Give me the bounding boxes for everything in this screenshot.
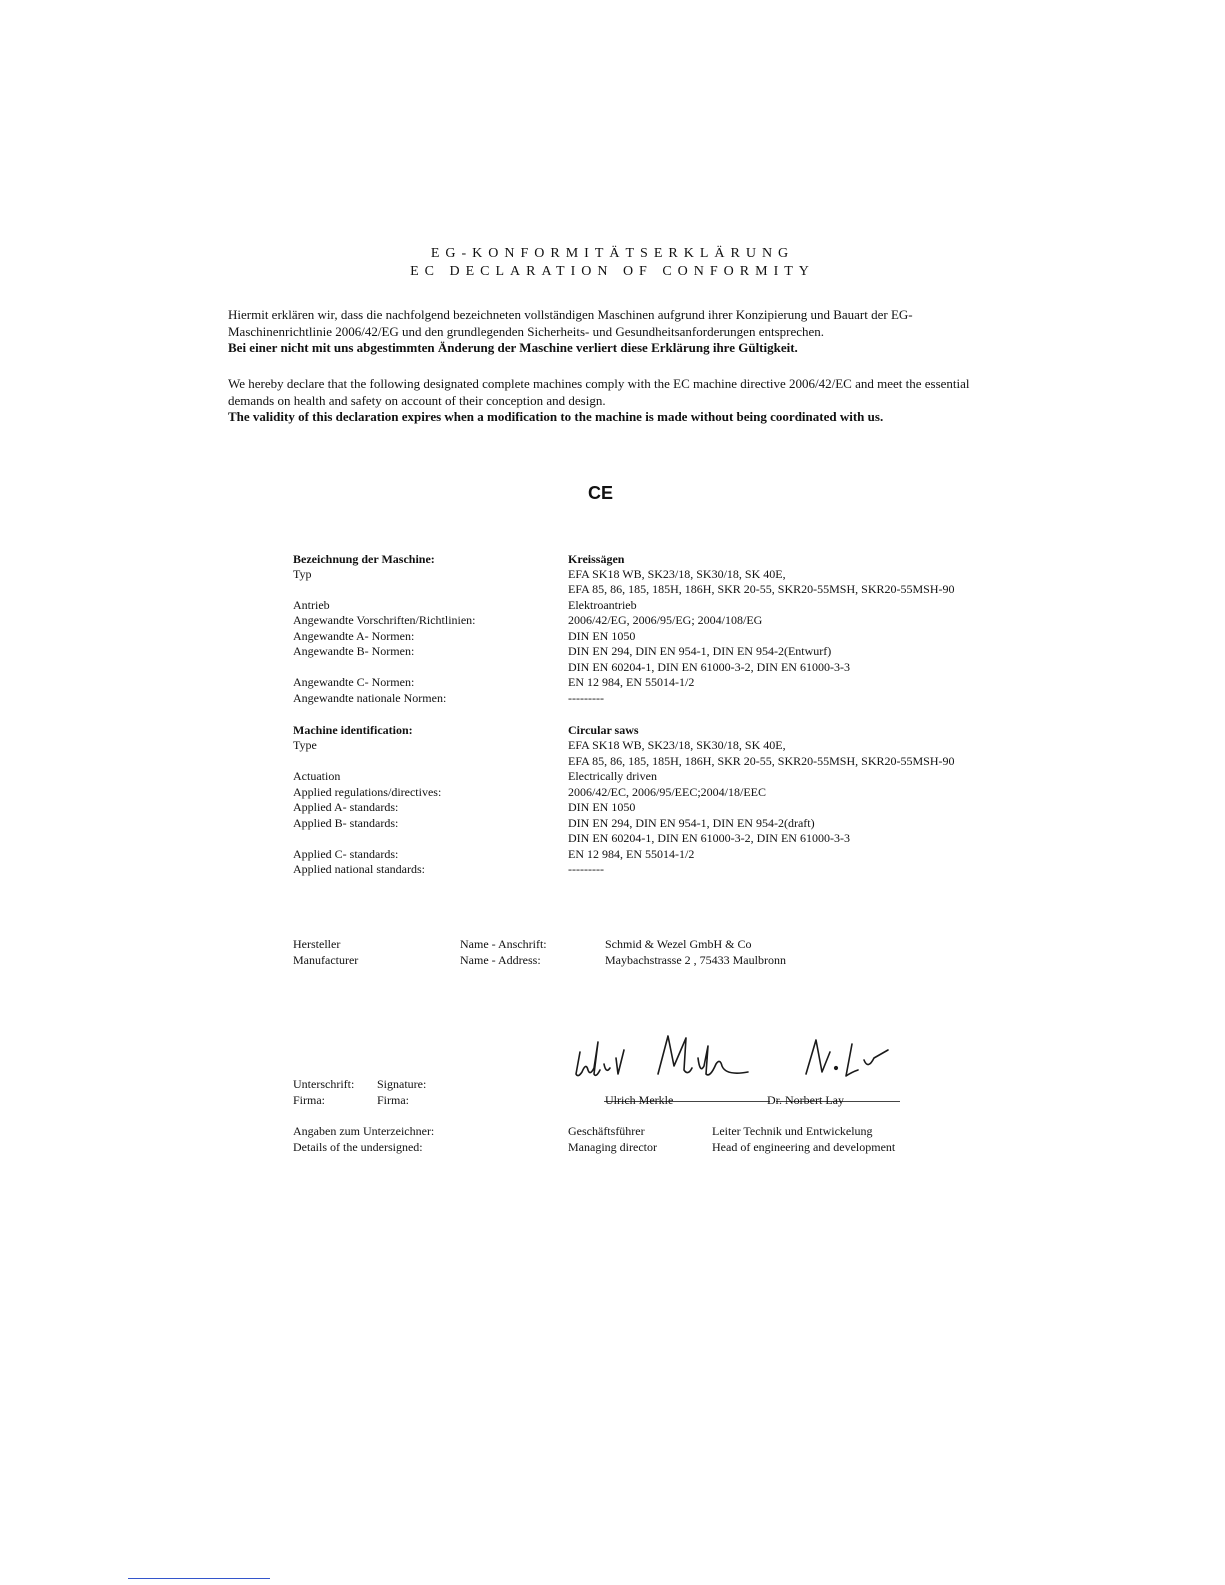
undersigned-label-en: Details of the undersigned: [293,1140,423,1154]
title-english: EC DECLARATION OF CONFORMITY [410,264,815,279]
en-regulations-label: Applied regulations/directives: [293,785,442,799]
de-antrieb-label: Antrieb [293,598,330,612]
de-vorschriften-value: 2006/42/EG, 2006/95/EG; 2004/108/EG [568,613,763,627]
name-label-de: Name - Anschrift: [460,937,547,951]
intro-english-text: We hereby declare that the following designated complete machines comply with the EC machine directive 2006/42/EC and meet the essential demands on health and safety on account of their conception and design. [228,376,970,408]
intro-german-text: Hiermit erklären wir, dass die nachfolgend bezeichneten vollständigen Maschinen aufgrund ihrer Konzipierung und Bauart der EG-Maschinenrichtlinie 2006/42/EG und den grundlegenden Sicherheits- und Gesundheitsanforderungen entsprechen. [228,307,913,339]
role-2-de: Leiter Technik und Entwickelung [712,1124,873,1138]
footer-divider [128,1578,270,1579]
manufacturer-address: Maybachstrasse 2 , 75433 Maulbronn [605,953,786,967]
en-heading-value: Circular saws [568,723,639,737]
de-national-value: --------- [568,691,604,705]
unterschrift-label: Unterschrift: [293,1077,355,1091]
intro-english-bold: The validity of this declaration expires when a modification to the machine is made without being coordinated with us. [228,409,884,424]
de-antrieb-value: Elektroantrieb [568,598,637,612]
manufacturer-label-en: Manufacturer [293,953,359,967]
intro-german-bold: Bei einer nicht mit uns abgestimmten Änderung der Maschine verliert diese Erklärung ihre Gültigkeit. [228,340,798,355]
de-a-normen-value: DIN EN 1050 [568,629,636,643]
en-a-standards-label: Applied A- standards: [293,800,399,814]
en-type-label: Type [293,738,317,752]
en-type-value-1: EFA SK18 WB, SK23/18, SK30/18, SK 40E, [568,738,786,752]
en-b-standards-value-2: DIN EN 60204-1, DIN EN 61000-3-2, DIN EN 61000-3-3 [568,831,850,845]
de-heading-value: Kreissägen [568,552,625,566]
de-b-normen-label: Angewandte B- Normen: [293,644,415,658]
en-national-value: --------- [568,862,604,876]
intro-english [228,376,1008,426]
de-b-normen-value-1: DIN EN 294, DIN EN 954-1, DIN EN 954-2(Entwurf) [568,644,832,658]
de-typ-value-2: EFA 85, 86, 185, 185H, 186H, SKR 20-55, SKR20-55MSH, SKR20-55MSH-90 [568,582,955,596]
de-typ-value-1: EFA SK18 WB, SK23/18, SK30/18, SK 40E, [568,567,786,581]
de-a-normen-label: Angewandte A- Normen: [293,629,415,643]
en-c-standards-value: EN 12 984, EN 55014-1/2 [568,847,695,861]
role-1-de: Geschäftsführer [568,1124,645,1138]
de-vorschriften-label: Angewandte Vorschriften/Richtlinien: [293,613,476,627]
en-regulations-value: 2006/42/EC, 2006/95/EEC;2004/18/EEC [568,785,766,799]
signer-name-1: Ulrich Merkle [605,1093,674,1107]
en-heading-label: Machine identification: [293,723,413,737]
en-national-label: Applied national standards: [293,862,425,876]
en-a-standards-value: DIN EN 1050 [568,800,636,814]
en-actuation-value: Electrically driven [568,769,657,783]
manufacturer-label-de: Hersteller [293,937,341,951]
de-national-label: Angewandte nationale Normen: [293,691,447,705]
firma-label-1: Firma: [293,1093,325,1107]
role-2-en: Head of engineering and development [712,1140,896,1154]
de-c-normen-label: Angewandte C- Normen: [293,675,415,689]
manufacturer-name: Schmid & Wezel GmbH & Co [605,937,752,951]
en-actuation-label: Actuation [293,769,341,783]
role-1-en: Managing director [568,1140,657,1154]
de-c-normen-value: EN 12 984, EN 55014-1/2 [568,675,695,689]
handwritten-signatures [570,1022,910,1090]
de-heading-label: Bezeichnung der Maschine: [293,552,435,566]
title-german: EG-KONFORMITÄTSERKLÄRUNG [430,246,795,261]
intro-german [228,307,1008,357]
en-b-standards-label: Applied B- standards: [293,816,399,830]
signature-label: Signature: [377,1077,427,1091]
de-typ-label: Typ [293,567,312,581]
en-type-value-2: EFA 85, 86, 185, 185H, 186H, SKR 20-55, SKR20-55MSH, SKR20-55MSH-90 [568,754,955,768]
name-label-en: Name - Address: [460,953,541,967]
en-c-standards-label: Applied C- standards: [293,847,399,861]
ce-mark: CE [588,483,614,503]
firma-label-2: Firma: [377,1093,409,1107]
signer-name-2: Dr. Norbert Lay [767,1093,844,1107]
de-b-normen-value-2: DIN EN 60204-1, DIN EN 61000-3-2, DIN EN 61000-3-3 [568,660,850,674]
undersigned-label-de: Angaben zum Unterzeichner: [293,1124,435,1138]
en-b-standards-value-1: DIN EN 294, DIN EN 954-1, DIN EN 954-2(draft) [568,816,815,830]
